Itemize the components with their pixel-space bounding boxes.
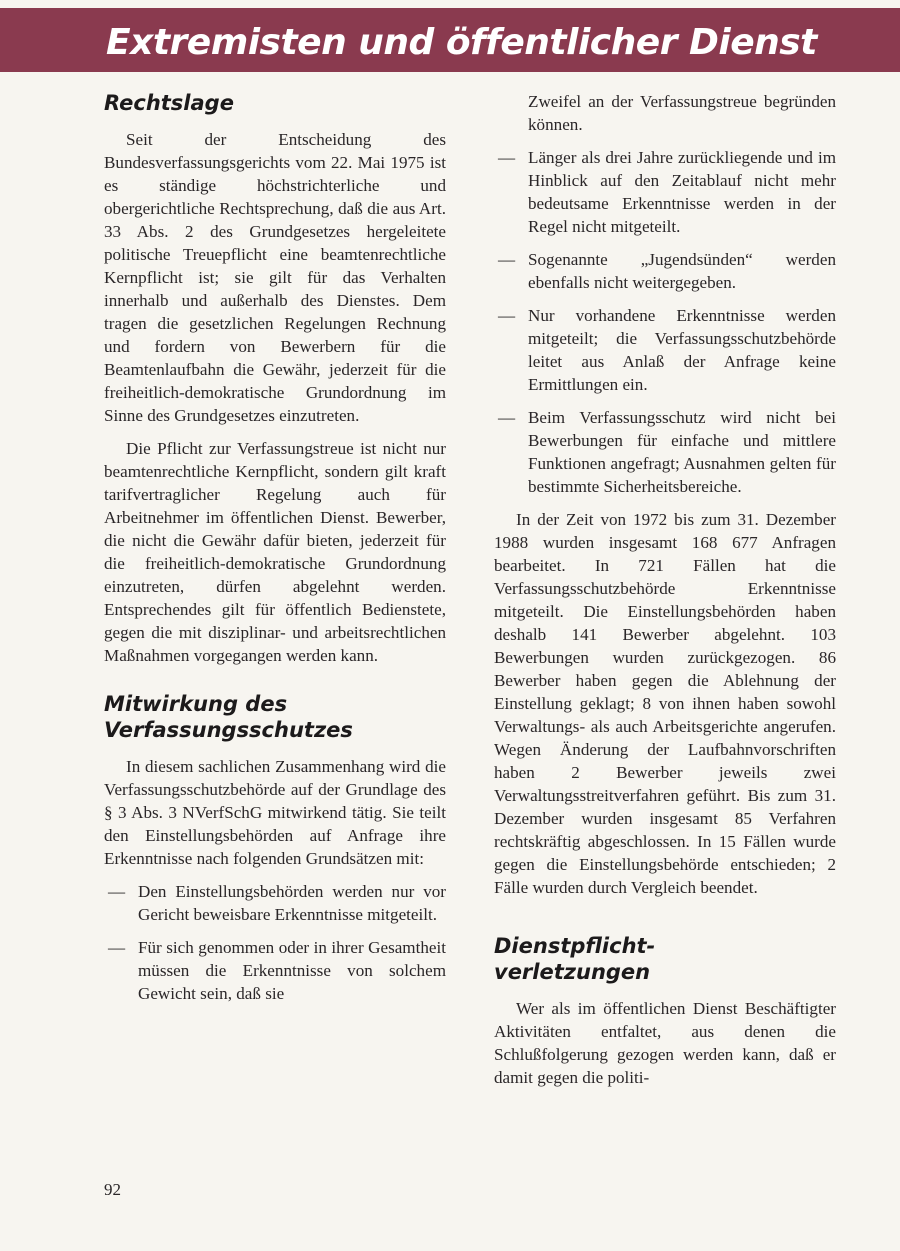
title-banner (0, 8, 900, 72)
list-item: — Länger als drei Jahre zurückliegende und im Hinblick auf den Zeitablauf nicht mehr bedeutsame Erkenntnisse werden in der Regel nicht mitgeteilt. (494, 146, 836, 238)
heading-rechtslage: Rechtslage (104, 91, 234, 115)
list-item: — Für sich genommen oder in ihrer Gesamtheit müssen die Erkenntnisse von solchem Gewicht sein, daß sie (104, 936, 446, 1005)
paragraph-mitwirkung-intro: In diesem sachlichen Zusammenhang wird die Verfassungsschutzbehörde auf der Grundlage des § 3 Abs. 3 NVerfSchG mitwirkend tätig. Sie teilt den Einstellungsbehörden auf Anfrage ihre Erkenntnisse nach folgenden Grundsätzen mit: (104, 757, 446, 868)
list-item-continuation: Zweifel an der Verfassungstreue begründen können. (528, 92, 836, 134)
heading-dienstpflicht-line1: Dienstpflicht- (494, 934, 656, 958)
page-number: 92 (104, 1180, 121, 1199)
list-item: — Beim Verfassungsschutz wird nicht bei Bewerbungen für einfache und mittlere Funktionen angefragt; Ausnahmen gelten für bestimmte Sicherheitsbereiche. (494, 406, 836, 498)
paragraph-rechtslage-2: Die Pflicht zur Verfassungstreue ist nicht nur beamtenrechtliche Kernpflicht, sondern gilt kraft tarifvertraglicher Regelung auch für Arbeitnehmer im öffentlichen Dienst. Bewerber, die nicht die Gewähr dafür bieten, jederzeit für die freiheitlich-demokratische Grundordnung einzutreten, dürfen abgelehnt werden. Entsprechendes gilt für öffentlich Bedienstete, gegen die mit disziplinar- und arbeitsrechtlichen Maßnahmen vorgegangen werden kann. (104, 439, 446, 665)
heading-mitwirkung-line1: Mitwirkung des (104, 692, 288, 716)
paragraph-rechtslage-1: Seit der Entscheidung des Bundesverfassungsgerichts vom 22. Mai 1975 ist es ständige höchstrichterliche und obergerichtliche Rechtsprechung, daß die aus Art. 33 Abs. 2 des Grundgesetzes hergeleitete politische Treuepflicht eine beamtenrechtliche Kernpflicht ist; sie gilt für das Verhalten innerhalb und außerhalb des Dienstes. Dem tragen die gesetzlichen Regelungen Rechnung und fordern von Bewerbern für die Beamtenlaufbahn die Gewähr, jederzeit für die freiheitlich-demokratische Grundordnung im Sinne des Grundgesetzes einzutreten. (104, 130, 446, 425)
list-item: — Sogenannte „Jugendsünden“ werden ebenfalls nicht weitergegeben. (494, 248, 836, 294)
heading-mitwirkung (104, 691, 446, 743)
page-title: Extremisten und öffentlicher Dienst (106, 22, 817, 63)
heading-mitwirkung-line2: Verfassungsschutzes (104, 718, 353, 742)
list-item: — Den Einstellungsbehörden werden nur vor Gericht beweisbare Erkenntnisse mitgeteilt. (104, 880, 446, 926)
heading-dienstpflicht-line2: verletzungen (494, 960, 651, 984)
right-column (494, 90, 836, 1099)
principles-list-right (494, 146, 836, 498)
heading-dienstpflicht (494, 933, 836, 985)
principles-list-left (104, 880, 446, 1005)
list-item: — Nur vorhandene Erkenntnisse werden mitgeteilt; die Verfassungsschutzbehörde leitet aus Anlaß der Anfrage keine Ermittlungen ein. (494, 304, 836, 396)
paragraph-dienstpflicht: Wer als im öffentlichen Dienst Beschäftigter Aktivitäten entfaltet, aus denen die Schlußfolgerung gezogen werden kann, daß er damit gegen die politi- (494, 999, 836, 1087)
left-column (104, 90, 446, 1015)
paragraph-statistics: In der Zeit von 1972 bis zum 31. Dezember 1988 wurden insgesamt 168 677 Anfragen bearbeitet. In 721 Fällen hat die Verfassungsschutzbehörde Erkenntnisse mitgeteilt. Die Einstellungsbehörden haben deshalb 141 Bewerber abgelehnt. 103 Bewerbungen wurden zurückgezogen. 86 Bewerber haben gegen die Ablehnung der Einstellung geklagt; 8 von ihnen haben sowohl Verwaltungs- als auch Arbeitsgerichte angerufen. Wegen Änderung der Laufbahnvorschriften haben 2 Bewerber jeweils zwei Verwaltungsstreitverfahren geführt. Bis zum 31. Dezember wurden insgesamt 85 Verfahren rechtskräftig abgeschlossen. In 15 Fällen wurde gegen die Einstellungsbehörde entschieden; 2 Fälle wurden durch Vergleich beendet. (494, 510, 836, 897)
